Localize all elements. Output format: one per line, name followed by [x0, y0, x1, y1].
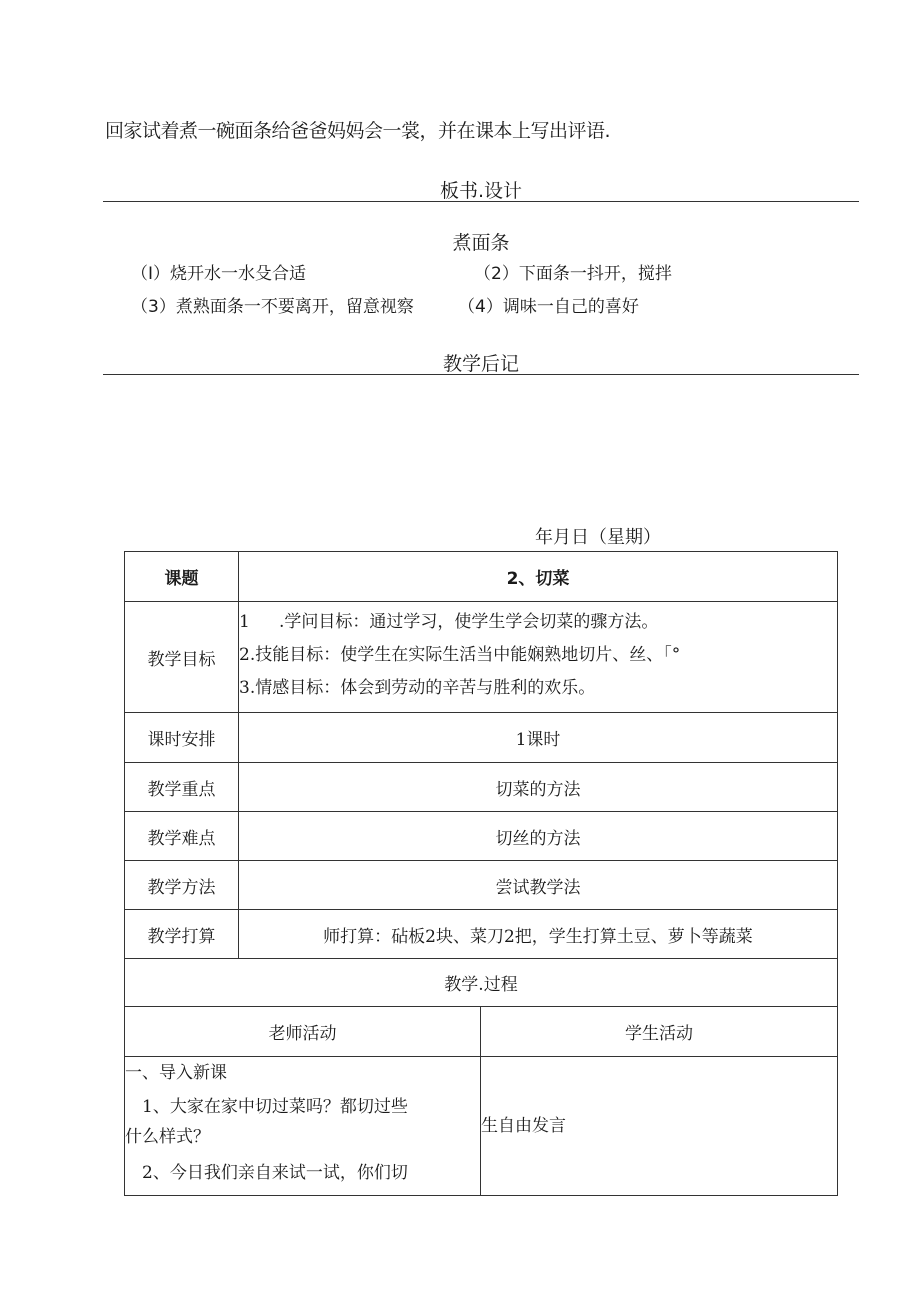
teacher-activity-cell	[125, 1057, 481, 1196]
goal-text: 2.技能目标：使学生在实际生活当中能娴熟地切片、丝、「°	[239, 645, 681, 665]
method-row	[125, 861, 838, 910]
activity-row	[125, 1057, 838, 1196]
board-item-2: （2）下面条一抖开，搅拌	[474, 264, 672, 284]
date-line: 年月日（星期）	[535, 527, 661, 548]
key-point-row	[125, 763, 838, 812]
goal-line-1	[239, 606, 837, 639]
row-label: 教学方法	[125, 861, 239, 910]
board-design-title: 板书.设计	[439, 180, 523, 202]
teacher-line: 一、导入新课	[125, 1063, 227, 1083]
goals-row	[125, 602, 838, 713]
teacher-activity-header: 老师活动	[125, 1007, 481, 1057]
preparation-row	[125, 910, 838, 959]
row-value: 尝试教学法	[239, 861, 838, 910]
goal-text: 3.情感目标：体会到劳动的辛苦与胜利的欢乐。	[239, 678, 596, 698]
topic-row	[125, 552, 838, 602]
process-title: 教学.过程	[125, 959, 838, 1007]
board-item-3: （3）煮熟面条一不要离开，留意视察	[131, 297, 414, 317]
teacher-line: 1、大家在家中切过菜吗？都切过些	[125, 1097, 408, 1117]
row-value: 切丝的方法	[239, 812, 838, 861]
postscript-title: 教学后记	[442, 353, 519, 375]
row-label: 课时安排	[125, 713, 239, 763]
topic-label: 课题	[125, 552, 239, 602]
difficulty-row	[125, 812, 838, 861]
row-label: 教学打算	[125, 910, 239, 959]
row-label: 教学重点	[125, 763, 239, 812]
row-label: 教学难点	[125, 812, 239, 861]
divider	[103, 201, 859, 202]
board-item-1: （I）烧开水一水殳合适	[131, 264, 307, 284]
student-activity-cell	[481, 1057, 838, 1196]
goal-text: .学问目标：通过学习，使学生学会切菜的骤方法。	[279, 612, 659, 632]
goal-line-3	[239, 672, 837, 705]
student-activity-text: 生自由发言	[481, 1115, 566, 1136]
board-item-4: （4）调味一自己的喜好	[458, 297, 639, 317]
row-value: 切菜的方法	[239, 763, 838, 812]
divider	[103, 374, 859, 375]
row-value: 师打算：砧板2块、菜刀2把，学生打算土豆、萝卜等蔬菜	[239, 910, 838, 959]
activity-header-row	[125, 1007, 838, 1057]
row-value: 1课时	[239, 713, 838, 763]
teacher-line: 什么样式？	[125, 1127, 210, 1147]
goal-number: 1	[239, 612, 250, 632]
homework-text: 回家试着煮一碗面条给爸爸妈妈会一裳，并在课本上写出评语.	[105, 120, 611, 142]
teacher-line: 2、今日我们亲自来试一试，你们切	[125, 1163, 408, 1183]
topic-value: 2、切菜	[239, 552, 838, 602]
goals-label: 教学目标	[125, 602, 239, 713]
lesson-plan-table	[124, 551, 838, 1196]
goals-cell	[239, 602, 838, 713]
board-heading: 煮面条	[452, 232, 510, 254]
period-row	[125, 713, 838, 763]
goal-line-2	[239, 639, 837, 672]
process-title-row	[125, 959, 838, 1007]
student-activity-header: 学生活动	[481, 1007, 838, 1057]
